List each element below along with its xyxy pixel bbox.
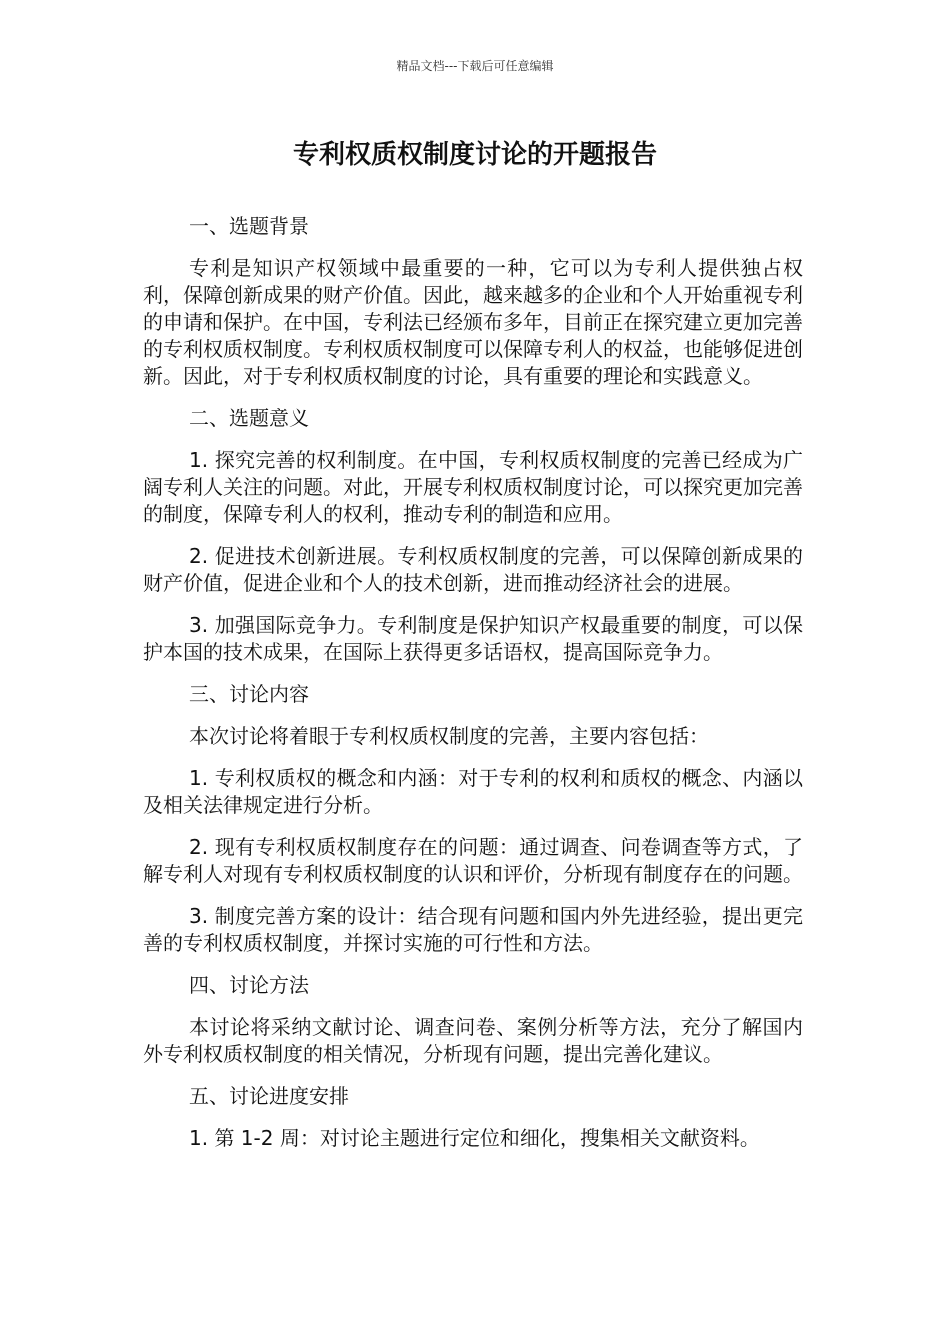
header-watermark: 精品文档---下载后可任意编辑 [396, 59, 554, 73]
section-heading-background: 一、选题背景 [189, 214, 309, 238]
section-heading-content: 三、讨论内容 [189, 682, 309, 706]
document-title: 专利权质权制度讨论的开题报告 [292, 140, 657, 170]
paragraph-significance-1: 1. 探究完善的权利制度。在中国，专利权质权制度的完善已经成为广阔专利人关注的问题。对此，开展专利权质权制度讨论，可以探究更加完善的制度，保障专利人的权利，推动专利的制造和应用。 [143, 448, 803, 526]
paragraph-content-intro: 本次讨论将着眼于专利权质权制度的完善，主要内容包括： [189, 724, 709, 748]
section-heading-method: 四、讨论方法 [189, 973, 309, 997]
paragraph-method: 本讨论将采纳文献讨论、调查问卷、案例分析等方法，充分了解国内外专利权质权制度的相关情况，分析现有问题，提出完善化建议。 [143, 1015, 803, 1066]
section-heading-schedule: 五、讨论进度安排 [189, 1084, 349, 1108]
paragraph-significance-3: 3. 加强国际竞争力。专利制度是保护知识产权最重要的制度，可以保护本国的技术成果，在国际上获得更多话语权，提高国际竞争力。 [143, 613, 803, 664]
paragraph-content-2: 2. 现有专利权质权制度存在的问题：通过调查、问卷调查等方式，了解专利人对现有专利权质权制度的认识和评价，分析现有制度存在的问题。 [143, 835, 803, 886]
section-heading-significance: 二、选题意义 [189, 406, 309, 430]
paragraph-content-3: 3. 制度完善方案的设计：结合现有问题和国内外先进经验，提出更完善的专利权质权制度，并探讨实施的可行性和方法。 [143, 904, 803, 955]
paragraph-background: 专利是知识产权领域中最重要的一种，它可以为专利人提供独占权利，保障创新成果的财产价值。因此，越来越多的企业和个人开始重视专利的申请和保护。在中国，专利法已经颁布多年，目前正在探究建立更加完善的专利权质权制度。专利权质权制度可以保障专利人的权益，也能够促进创新。因此，对于专利权质权制度的讨论，具有重要的理论和实践意义。 [143, 256, 803, 388]
paragraph-content-1: 1. 专利权质权的概念和内涵：对于专利的权利和质权的概念、内涵以及相关法律规定进行分析。 [143, 766, 803, 817]
document-body [143, 213, 803, 1167]
paragraph-schedule-1: 1. 第 1-2 周：对讨论主题进行定位和细化，搜集相关文献资料。 [189, 1126, 760, 1150]
paragraph-significance-2: 2. 促进技术创新进展。专利权质权制度的完善，可以保障创新成果的财产价值，促进企业和个人的技术创新，进而推动经济社会的进展。 [143, 544, 803, 595]
